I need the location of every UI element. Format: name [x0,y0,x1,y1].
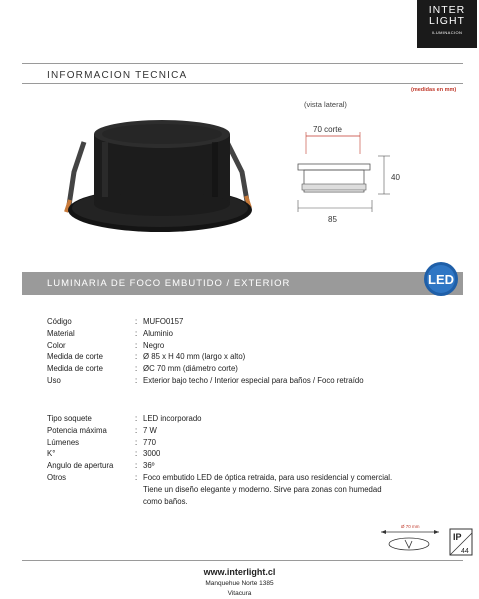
footer-divider [22,560,463,561]
spec-key: Código [47,317,72,326]
spec-key: Medida de corte [47,352,103,362]
spec-key: Potencia máxima [47,425,107,435]
electrical-specs-table [47,413,463,507]
spec-row: Angulo de apertura : 36º [47,460,463,472]
spec-value: Exterior bajo techo / Interior especial para baños / Foco retraído [143,375,364,385]
city: Vitacura [227,590,252,597]
spec-key: Lúmenes [47,437,80,447]
cut-diameter-label: Ø 70 mm [401,524,420,529]
units-note: (medidas en mm) [411,87,457,93]
spec-key: Otros [47,472,67,482]
product-image [62,112,262,242]
spec-key: Material [47,328,75,338]
spec-key: Angulo de apertura [47,461,114,471]
brand-logo [417,0,477,48]
otros-line: Foco embutido LED de óptica retraida, para uso residencial y comercial. [143,472,393,482]
otros-line: como baños. [143,496,188,506]
spec-row: Código : MUFO0157 [47,316,463,328]
spec-row: Uso : Exterior bajo techo / Interior especial para baños / Foco retraído [47,375,463,387]
spec-row: Medida de corte : Ø 85 x H 40 mm (largo x alto) [47,351,463,363]
spec-value: Ø 85 x H 40 mm (largo x alto) [143,352,246,362]
address: Manquehue Norte 1385 [205,580,274,587]
spec-row: Potencia máxima : 7 W [47,425,463,437]
spec-row: Color : Negro [47,340,463,352]
otros-line: Tiene un diseño elegante y moderno. Sirve para zonas con humedad [143,484,382,494]
specs-table [47,316,463,387]
spec-row: Medida de corte : ØC 70 mm (diámetro corte) [47,363,463,375]
spec-key: Medida de corte [47,364,103,374]
spec-value: 770 [143,437,157,447]
spec-row: Material : Aluminio [47,328,463,340]
spec-key: K° [47,449,56,459]
brand-line-3: ILUMINACION [431,30,463,35]
brand-line-2: LIGHT [429,15,465,27]
website-link[interactable]: www.interlight.cl [203,567,276,577]
dim-top-label: 70 corte [313,125,342,134]
brand-line-1: INTER [428,4,466,16]
led-badge-text: LED [428,272,454,287]
spec-value: Negro [143,340,165,350]
spec-value: ØC 70 mm (diámetro corte) [143,364,238,374]
spec-row: K° : 3000 [47,448,463,460]
product-banner [22,272,463,295]
spec-row: Lúmenes : 770 [47,437,463,449]
spec-key: Uso [47,375,61,385]
spec-value: 36º [143,461,155,471]
spec-value: MUFO0157 [143,317,184,326]
ip-value: 44 [461,548,469,555]
section-title: INFORMACION TECNICA [47,70,188,81]
spec-value: 7 W [143,425,157,435]
led-badge-icon [420,260,462,298]
banner-title: LUMINARIA DE FOCO EMBUTIDO / EXTERIOR [47,278,291,289]
spec-value: 3000 [143,449,161,459]
ip-rating-icon [448,527,474,557]
top-divider [22,63,463,64]
spec-value: LED incorporado [143,414,202,423]
ip-label: IP [453,532,462,542]
spec-key: Color [47,340,66,350]
dimension-diagram [280,114,410,224]
spec-row-otros: Otros : Foco embutido LED de óptica retraida, para uso residencial y comercial. Tiene un diseño elegante y moderno. Sirve para zonas con humedad como baños. [47,472,463,507]
view-label: (vista lateral) [304,100,347,109]
spec-row: Tipo soquete : LED incorporado [47,413,463,425]
dim-bottom-label: 85 [328,215,337,224]
otros-description [143,472,463,507]
spec-key: Tipo soquete [47,414,92,423]
dim-height-label: 40 [391,173,400,182]
section-divider [22,83,463,84]
spec-value: Aluminio [143,328,173,338]
